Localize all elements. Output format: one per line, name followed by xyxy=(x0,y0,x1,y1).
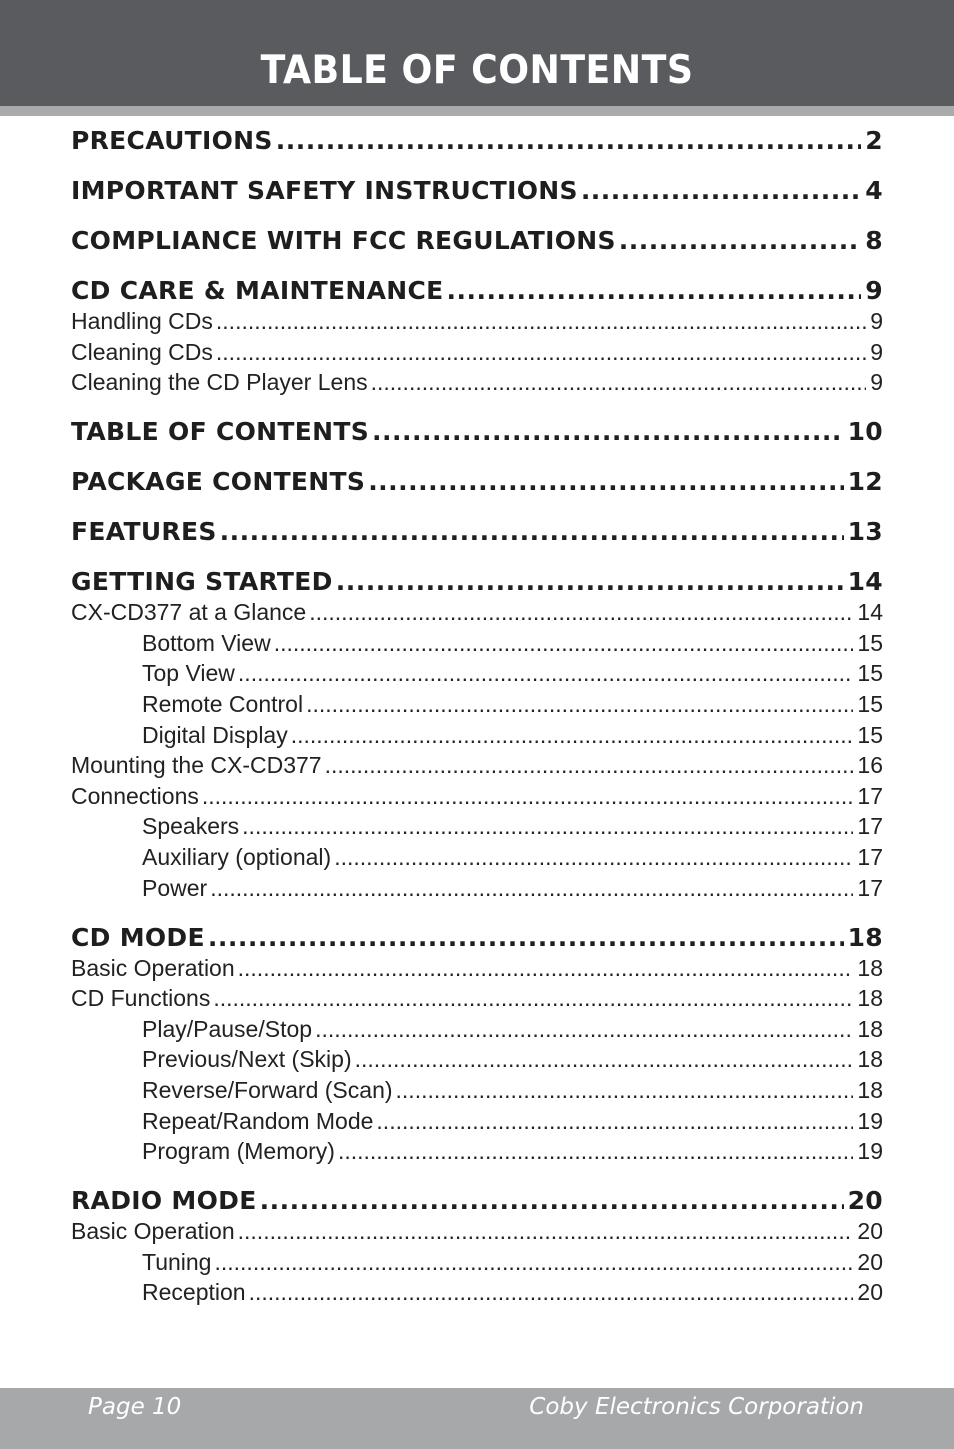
toc-page-number: 20 xyxy=(847,1186,883,1216)
toc-page-number: 17 xyxy=(857,782,883,809)
toc-label: PRECAUTIONS xyxy=(71,126,273,155)
toc-entry[interactable] xyxy=(71,1249,883,1279)
toc-entry[interactable] xyxy=(71,813,883,843)
page-title: TABLE OF CONTENTS xyxy=(260,48,694,93)
toc-label: Auxiliary (optional) xyxy=(142,844,332,870)
dot-leader xyxy=(238,660,853,687)
toc-page-number: 16 xyxy=(857,752,883,779)
toc-label: Play/Pause/Stop xyxy=(142,1015,313,1042)
toc-page-number: 9 xyxy=(870,369,883,396)
toc-section[interactable] xyxy=(71,923,883,957)
dot-leader xyxy=(208,923,844,952)
dot-leader xyxy=(336,567,844,596)
toc-page-number: 15 xyxy=(857,691,883,717)
dot-leader xyxy=(315,1016,853,1043)
toc-label: Basic Operation xyxy=(71,954,235,981)
toc-page-number: 14 xyxy=(847,567,883,597)
dot-leader xyxy=(338,1138,853,1165)
toc-label: Remote Control xyxy=(142,691,304,717)
dot-leader xyxy=(291,722,854,749)
toc-label: COMPLIANCE WITH FCC REGULATIONS xyxy=(71,226,616,255)
toc-label: Handling CDs xyxy=(71,308,213,334)
toc-label: Previous/Next (Skip) xyxy=(142,1046,352,1073)
dot-leader xyxy=(214,1249,853,1276)
footer-company-name: Coby Electronics Corporation xyxy=(529,1394,864,1420)
dot-leader xyxy=(213,985,853,1012)
toc-label: Mounting the CX-CD377 xyxy=(71,752,322,779)
toc-section[interactable] xyxy=(71,1186,883,1220)
toc-section[interactable] xyxy=(71,126,883,160)
toc-entry[interactable] xyxy=(71,339,883,369)
toc-label: Program (Memory) xyxy=(142,1138,335,1165)
toc-label: Bottom View xyxy=(142,629,271,656)
toc-entry[interactable] xyxy=(71,369,883,399)
toc-entry[interactable] xyxy=(71,691,883,721)
toc-label: Reverse/Forward (Scan) xyxy=(142,1077,393,1103)
dot-leader xyxy=(372,417,844,446)
toc-page-number: 18 xyxy=(857,985,883,1012)
toc-section[interactable] xyxy=(71,517,883,551)
toc-label: Basic Operation xyxy=(71,1218,235,1245)
dot-leader xyxy=(216,308,866,335)
toc-entry[interactable] xyxy=(71,1046,883,1076)
toc-label: CD CARE & MAINTENANCE xyxy=(71,276,444,305)
dot-leader xyxy=(238,1218,854,1245)
toc-page-number: 14 xyxy=(857,599,883,626)
toc-entry[interactable] xyxy=(71,630,883,660)
toc-entry[interactable] xyxy=(71,752,883,782)
toc-entry[interactable] xyxy=(71,985,883,1015)
dot-leader xyxy=(276,126,862,155)
toc-label: Top View xyxy=(142,660,235,687)
toc-label: CX-CD377 at a Glance xyxy=(71,599,307,626)
toc-page-number: 2 xyxy=(865,126,883,155)
dot-leader xyxy=(249,1279,854,1306)
toc-page-number: 18 xyxy=(857,954,883,981)
toc-label: Reception xyxy=(142,1279,246,1306)
toc-entry[interactable] xyxy=(71,1218,883,1248)
toc-page-number: 15 xyxy=(857,660,883,687)
toc-label: FEATURES xyxy=(71,517,217,547)
dot-leader xyxy=(216,339,866,366)
toc-section[interactable] xyxy=(71,567,883,601)
toc-page-number: 17 xyxy=(857,813,883,840)
dot-leader xyxy=(447,276,862,305)
toc-label: RADIO MODE xyxy=(71,1186,257,1216)
toc-entry[interactable] xyxy=(71,1108,883,1138)
toc-page-number: 20 xyxy=(857,1279,883,1306)
toc-page-number: 12 xyxy=(847,467,883,497)
toc-section[interactable] xyxy=(71,176,883,210)
toc-label: CD MODE xyxy=(71,922,205,952)
toc-entry[interactable] xyxy=(71,1138,883,1168)
dot-leader xyxy=(368,467,843,496)
toc-label: Repeat/Random Mode xyxy=(142,1107,374,1134)
toc-page-number: 18 xyxy=(847,922,883,952)
toc-page-number: 19 xyxy=(857,1107,883,1134)
toc-entry[interactable] xyxy=(71,660,883,690)
toc-label: Digital Display xyxy=(142,721,288,748)
toc-page-number: 8 xyxy=(865,226,883,255)
toc-entry[interactable] xyxy=(71,955,883,985)
toc-label: PACKAGE CONTENTS xyxy=(71,467,366,497)
toc-section[interactable] xyxy=(71,276,883,310)
dot-leader xyxy=(619,226,862,255)
dot-leader xyxy=(260,1186,844,1215)
dot-leader xyxy=(220,517,844,546)
toc-section[interactable] xyxy=(71,467,883,501)
dot-leader xyxy=(202,783,854,810)
dot-leader xyxy=(238,955,854,982)
toc-label: Speakers xyxy=(142,813,240,840)
toc-label: Power xyxy=(142,874,208,901)
toc-page-number: 9 xyxy=(870,308,883,334)
toc-label: Cleaning the CD Player Lens xyxy=(71,369,368,396)
toc-page-number: 18 xyxy=(857,1077,883,1103)
toc-entry[interactable] xyxy=(71,844,883,874)
toc-entry[interactable] xyxy=(71,1077,883,1107)
toc-label: CD Functions xyxy=(71,985,211,1012)
dot-leader xyxy=(396,1077,854,1104)
toc-page-number: 17 xyxy=(857,844,883,870)
toc-entry[interactable] xyxy=(71,308,883,338)
toc-page-number: 15 xyxy=(857,629,883,656)
toc-page-number: 13 xyxy=(847,517,883,547)
toc-label: Connections xyxy=(71,782,199,809)
toc-page-number: 15 xyxy=(857,721,883,748)
footer-page-number: Page 10 xyxy=(88,1394,182,1420)
page-footer xyxy=(0,1388,954,1449)
dot-leader xyxy=(581,176,861,205)
toc-entry[interactable] xyxy=(71,1016,883,1046)
toc-label: Cleaning CDs xyxy=(71,338,213,365)
dot-leader xyxy=(355,1046,854,1073)
toc-page-number: 9 xyxy=(865,276,883,305)
page-header xyxy=(0,0,954,116)
toc-section[interactable] xyxy=(71,226,883,260)
toc-page-number: 10 xyxy=(847,417,883,447)
toc-label: Tuning xyxy=(142,1248,212,1275)
toc-page-number: 4 xyxy=(865,176,883,205)
dot-leader xyxy=(210,875,853,902)
toc-page-number: 20 xyxy=(857,1218,883,1245)
toc-entry[interactable] xyxy=(71,1279,883,1309)
toc-page-number: 19 xyxy=(857,1138,883,1165)
dot-leader xyxy=(371,369,867,396)
toc-section[interactable] xyxy=(71,417,883,451)
dot-leader xyxy=(325,752,854,779)
dot-leader xyxy=(274,630,854,657)
toc-page-number: 18 xyxy=(857,1015,883,1042)
dot-leader xyxy=(334,844,853,871)
toc-label: GETTING STARTED xyxy=(71,567,333,597)
dot-leader xyxy=(242,813,853,840)
dot-leader xyxy=(376,1108,853,1135)
toc-entry[interactable] xyxy=(71,875,883,905)
dot-leader xyxy=(309,599,853,626)
dot-leader xyxy=(306,691,853,718)
toc-page-number: 17 xyxy=(857,874,883,901)
toc-page-number: 18 xyxy=(857,1046,883,1073)
toc-label: TABLE OF CONTENTS xyxy=(71,417,369,447)
toc-entry[interactable] xyxy=(71,599,883,629)
toc-entry[interactable] xyxy=(71,722,883,752)
toc-page-number: 9 xyxy=(870,338,883,365)
toc-label: IMPORTANT SAFETY INSTRUCTIONS xyxy=(71,176,578,205)
toc-entry[interactable] xyxy=(71,783,883,813)
toc-page-number: 20 xyxy=(857,1248,883,1275)
